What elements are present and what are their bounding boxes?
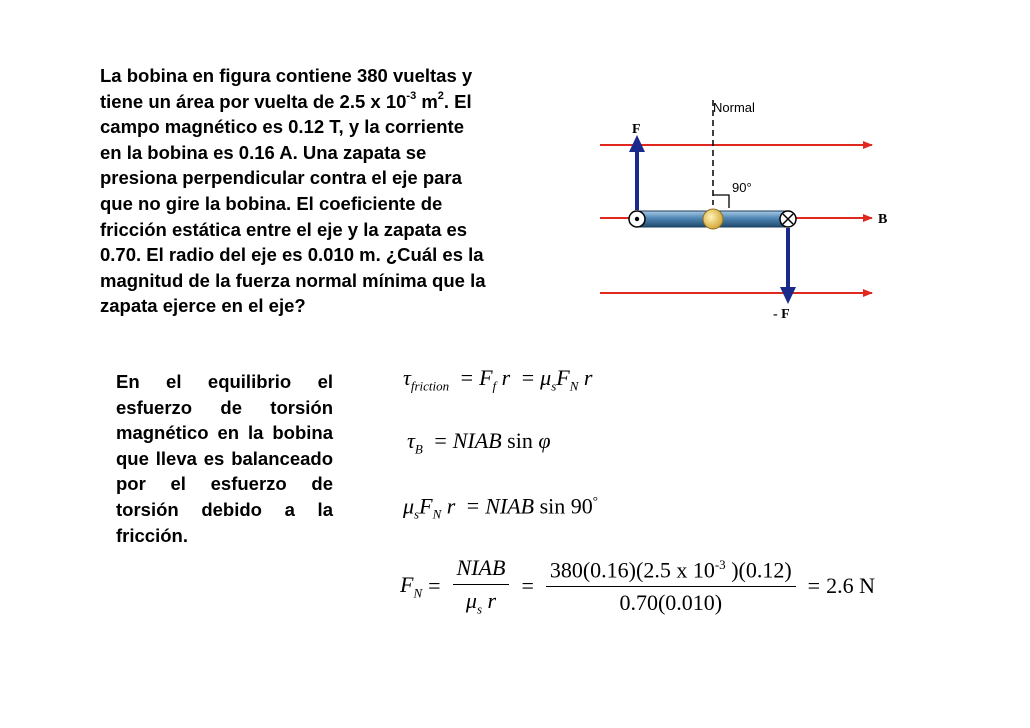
function-sin: sin 90 — [534, 493, 593, 519]
axle-center — [703, 209, 723, 229]
symbol-niab: NIAB — [485, 493, 535, 519]
problem-line: campo magnético es 0.12 T, y la corriente — [100, 116, 464, 138]
current-out-dot — [635, 217, 639, 221]
force-up-head — [629, 135, 645, 152]
problem-line: presiona perpendicular contra el eje para — [100, 167, 462, 189]
problem-statement — [100, 63, 570, 319]
function-sin: sin — [501, 428, 539, 453]
subscript: s — [414, 506, 420, 522]
problem-line: 0.70. El radio del eje es 0.010 m. ¿Cuál es la — [100, 244, 484, 266]
result-value: 2.6 N — [826, 573, 875, 599]
coil-diagram — [595, 92, 905, 327]
problem-line: tiene un área por vuelta de 2.5 x $10^{-3}$ $m^2$. El — [100, 90, 472, 112]
fraction-symbolic — [453, 555, 510, 617]
force-down-head — [780, 287, 796, 304]
degree-sign: ° — [592, 493, 598, 508]
denominator: 0.70(0.010) — [619, 589, 723, 615]
problem-line: que no gire la bobina. El coeficiente de — [100, 192, 443, 214]
numerator: NIAB — [456, 555, 506, 580]
subscript: friction — [410, 378, 450, 394]
symbol-r: r — [578, 365, 593, 390]
subscript: N — [432, 506, 442, 522]
numerator: 380(0.16)(2.5 x 10 — [549, 556, 715, 582]
problem-line: fricción estática entre el eje y la zapata es — [100, 218, 468, 240]
symbol-fn: F — [400, 571, 414, 597]
subscript: N — [413, 584, 423, 600]
problem-line: La bobina en figura contiene 380 vueltas y — [100, 65, 473, 86]
subscript: B — [414, 441, 423, 457]
label-normal: Normal — [713, 100, 755, 115]
symbol-mu: μ — [540, 365, 552, 390]
label-angle: 90° — [732, 180, 752, 195]
symbol-tau: τ — [407, 428, 415, 453]
numerator-tail: )(0.12) — [725, 556, 792, 582]
subscript: s — [476, 601, 483, 617]
problem-line: zapata ejerce en el eje? — [100, 295, 306, 317]
explanation-text: En el equilibrio el esfuerzo de torsión magnético en la bobina que lleva es balanceado por el esfuerzo de torsión debido a la fricción. — [116, 371, 333, 546]
symbol-phi: φ — [538, 428, 551, 453]
symbol-tau: τ — [403, 365, 411, 390]
symbol-r: r — [496, 365, 511, 390]
symbol-fn: F — [419, 493, 433, 519]
problem-line: en la bobina es 0.16 A. Una zapata se — [100, 141, 427, 163]
equation-magnetic-torque: $\tau_B$ = NIAB sin φ — [407, 428, 551, 457]
label-field: B — [878, 212, 888, 227]
symbol-r: r — [482, 588, 497, 613]
equation-balance: $\mu_sF_N$ r = NIAB sin 90° — [403, 493, 598, 522]
fraction-numeric — [546, 557, 796, 616]
right-angle-marker — [713, 195, 729, 208]
symbol-mu: μ — [465, 588, 477, 613]
symbol-mu: μ — [403, 493, 415, 519]
symbol-f: F — [479, 365, 493, 390]
subscript: s — [551, 378, 557, 394]
symbol-r: r — [441, 493, 456, 519]
subscript: f — [492, 378, 497, 394]
equation-friction-torque: $\tau_{friction} = F_f$ $r = \mu_sF_N$ r — [403, 365, 593, 394]
label-minus-force: - F — [773, 307, 790, 322]
subscript: N — [569, 378, 579, 394]
equation-normal-force: $F_N$ = $\frac{\text{NIAB}}{\mu_s r}$ = $\frac{380(0.16)(2.5 x 10^{-3} )(0.12)}{0.70(0.010)}$ = 2.6 N — [400, 555, 875, 617]
symbol-fn: F — [556, 365, 570, 390]
problem-line: magnitud de la fuerza normal mínima que la — [100, 269, 486, 291]
exponent: -3 — [714, 556, 726, 572]
symbol-niab: NIAB — [452, 428, 502, 453]
label-force: F — [632, 122, 641, 137]
